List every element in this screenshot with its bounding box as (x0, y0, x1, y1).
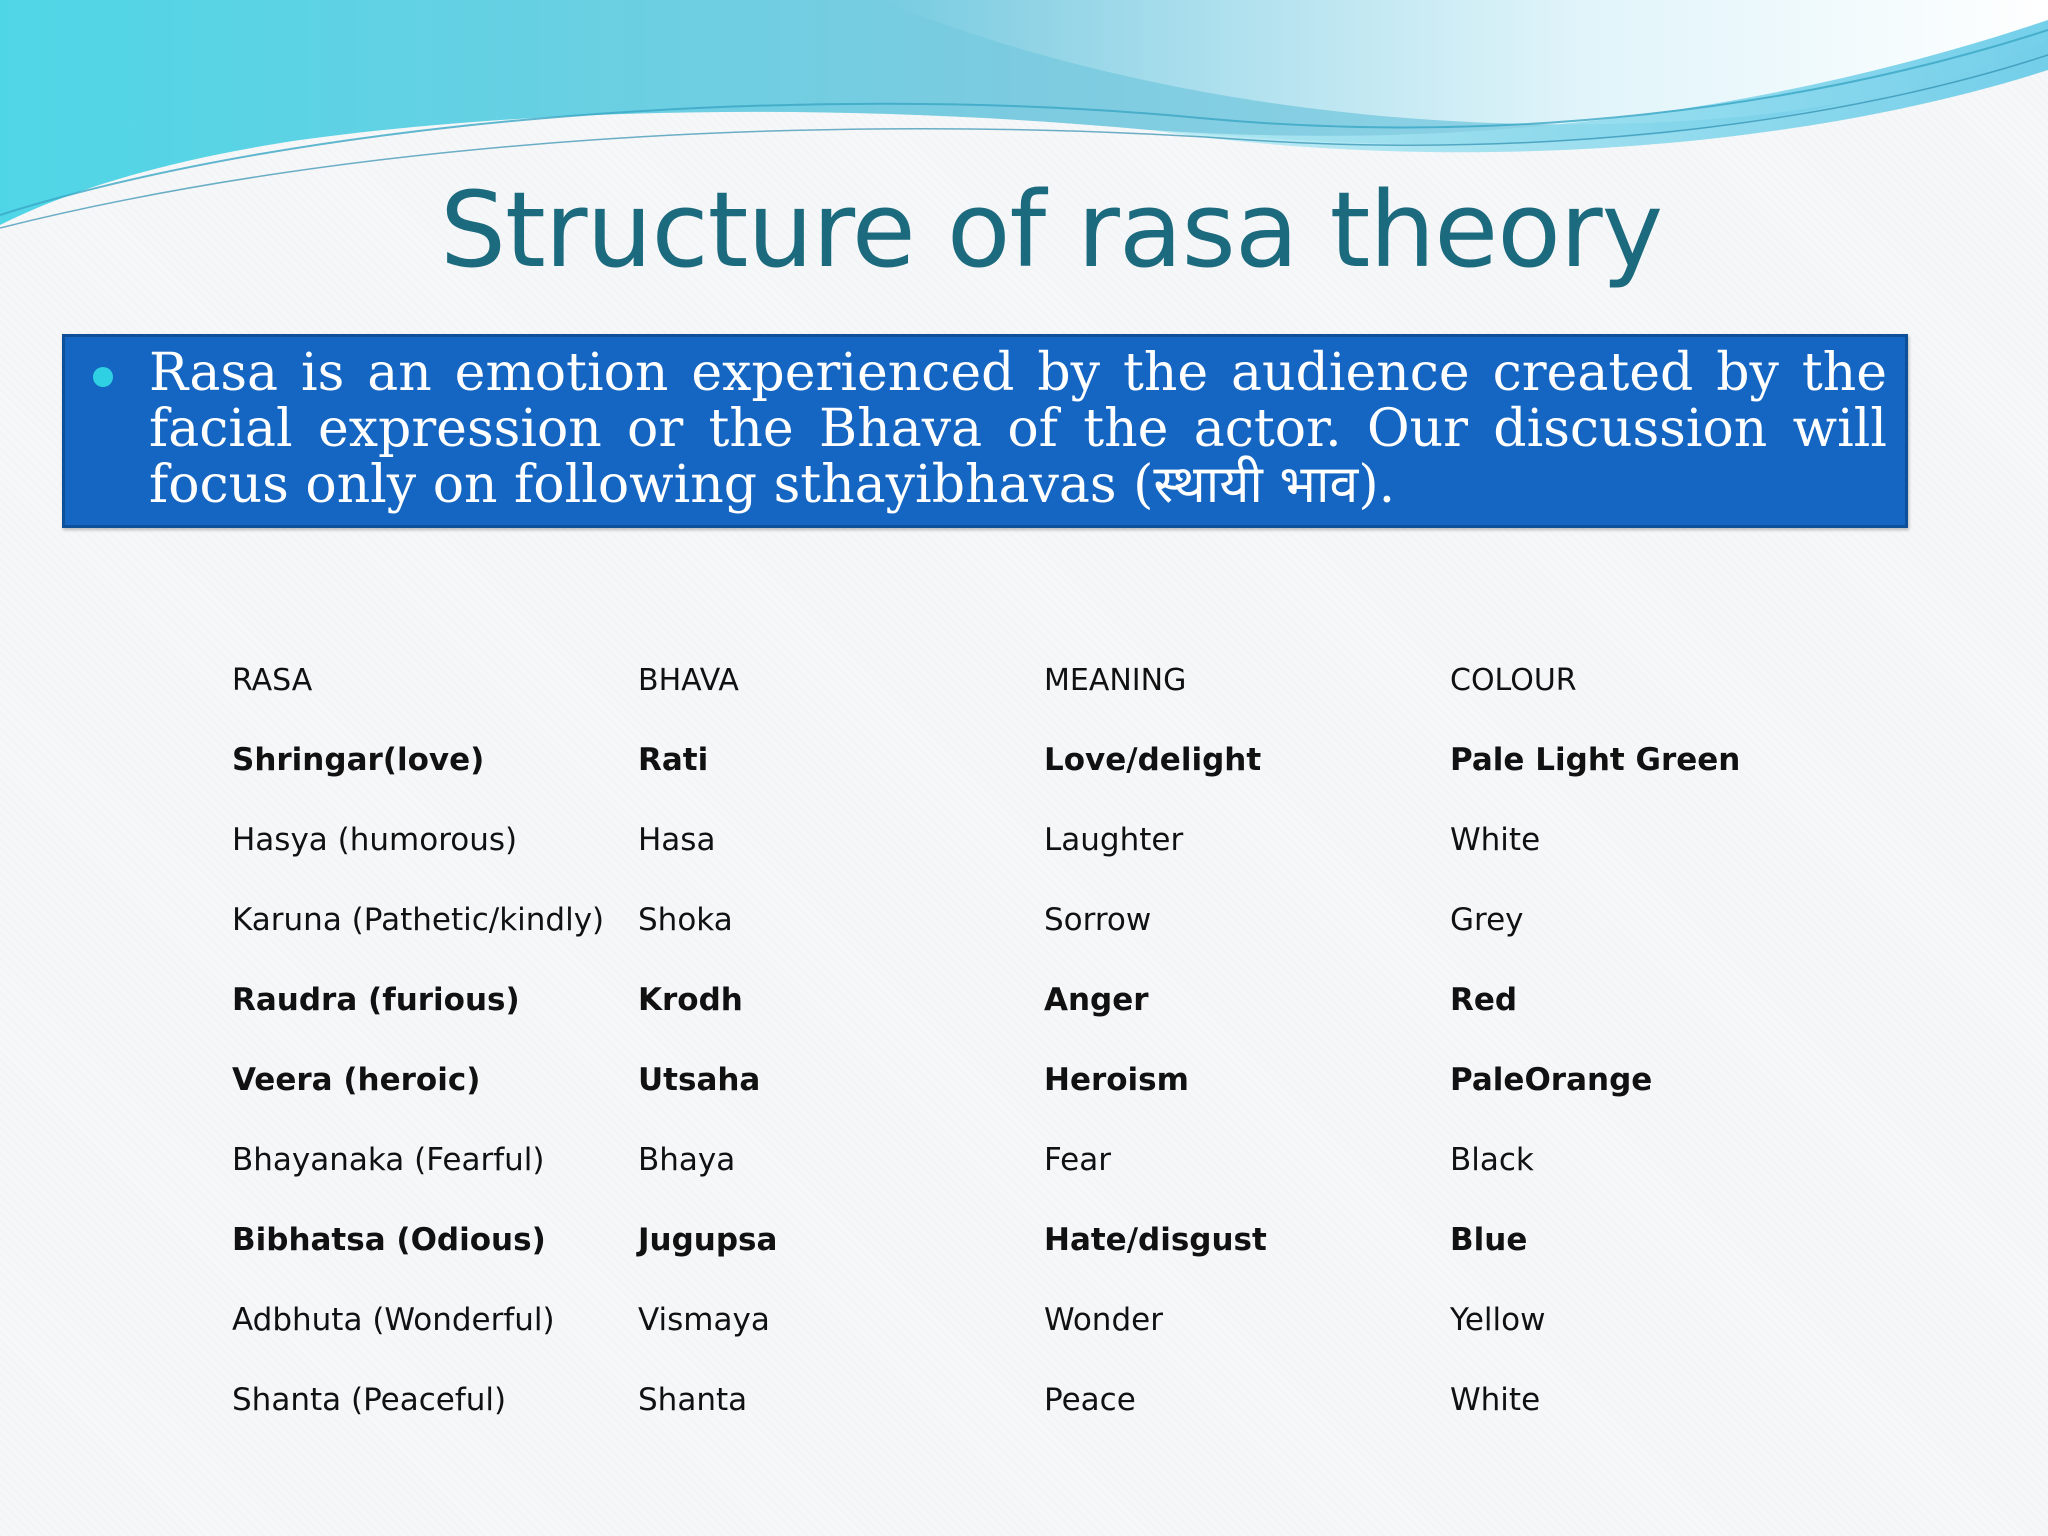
colour-cell: PaleOrange (1450, 1062, 1653, 1098)
table-row (222, 880, 1850, 960)
bhava-cell: Shanta (638, 1382, 748, 1418)
meaning-cell: Hate/disgust (1044, 1222, 1267, 1258)
table-row (222, 960, 1850, 1040)
meaning-cell: Heroism (1044, 1062, 1189, 1098)
colour-cell: White (1450, 822, 1541, 858)
rasa-cell: Raudra (furious) (232, 982, 520, 1018)
table-row (222, 720, 1850, 800)
table-row (222, 1040, 1850, 1120)
table-header-row (222, 640, 1850, 720)
rasa-cell: Karuna (Pathetic/kindly) (232, 902, 605, 938)
bhava-cell: Shoka (638, 902, 733, 938)
rasa-cell: Bhayanaka (Fearful) (232, 1142, 545, 1178)
rasa-cell: Bibhatsa (Odious) (232, 1222, 546, 1258)
bhava-cell: Jugupsa (638, 1222, 778, 1258)
bullet-icon (93, 367, 113, 387)
colour-cell: Yellow (1450, 1302, 1546, 1338)
rasa-cell: Veera (heroic) (232, 1062, 481, 1098)
intro-box (62, 334, 1908, 528)
bhava-cell: Krodh (638, 982, 743, 1018)
rasa-cell: Shringar(love) (232, 742, 485, 778)
colour-cell: Black (1450, 1142, 1534, 1178)
bhava-cell: Rati (638, 742, 709, 778)
slide-title: Structure of rasa theory (440, 169, 1663, 291)
rasa-cell: Adbhuta (Wonderful) (232, 1302, 555, 1338)
rasa-cell: Hasya (humorous) (232, 822, 518, 858)
bhava-cell: Utsaha (638, 1062, 761, 1098)
header-meaning: MEANING (1044, 662, 1187, 698)
table-row (222, 1120, 1850, 1200)
table-row (222, 1360, 1850, 1440)
colour-cell: Red (1450, 982, 1518, 1018)
meaning-cell: Love/delight (1044, 742, 1262, 778)
intro-text: Rasa is an emotion experienced by the audience created by the facial expression or the Bhava of the actor. Our discussion will focus only on following sthayibhavas (स्थायी भाव). (149, 343, 1887, 515)
meaning-cell: Peace (1044, 1382, 1136, 1418)
meaning-cell: Fear (1044, 1142, 1111, 1178)
meaning-cell: Laughter (1044, 822, 1184, 858)
meaning-cell: Sorrow (1044, 902, 1152, 938)
header-bhava: BHAVA (638, 662, 739, 698)
meaning-cell: Wonder (1044, 1302, 1163, 1338)
bhava-cell: Vismaya (638, 1302, 770, 1338)
table-row (222, 1200, 1850, 1280)
meaning-cell: Anger (1044, 982, 1149, 1018)
rasa-table (222, 640, 1850, 1440)
colour-cell: Pale Light Green (1450, 742, 1741, 778)
colour-cell: Grey (1450, 902, 1524, 938)
bhava-cell: Hasa (638, 822, 716, 858)
rasa-cell: Shanta (Peaceful) (232, 1382, 507, 1418)
table-row (222, 1280, 1850, 1360)
header-colour: COLOUR (1450, 662, 1577, 698)
colour-cell: White (1450, 1382, 1541, 1418)
colour-cell: Blue (1450, 1222, 1528, 1258)
header-rasa: RASA (232, 662, 313, 698)
table-row (222, 800, 1850, 880)
bhava-cell: Bhaya (638, 1142, 736, 1178)
